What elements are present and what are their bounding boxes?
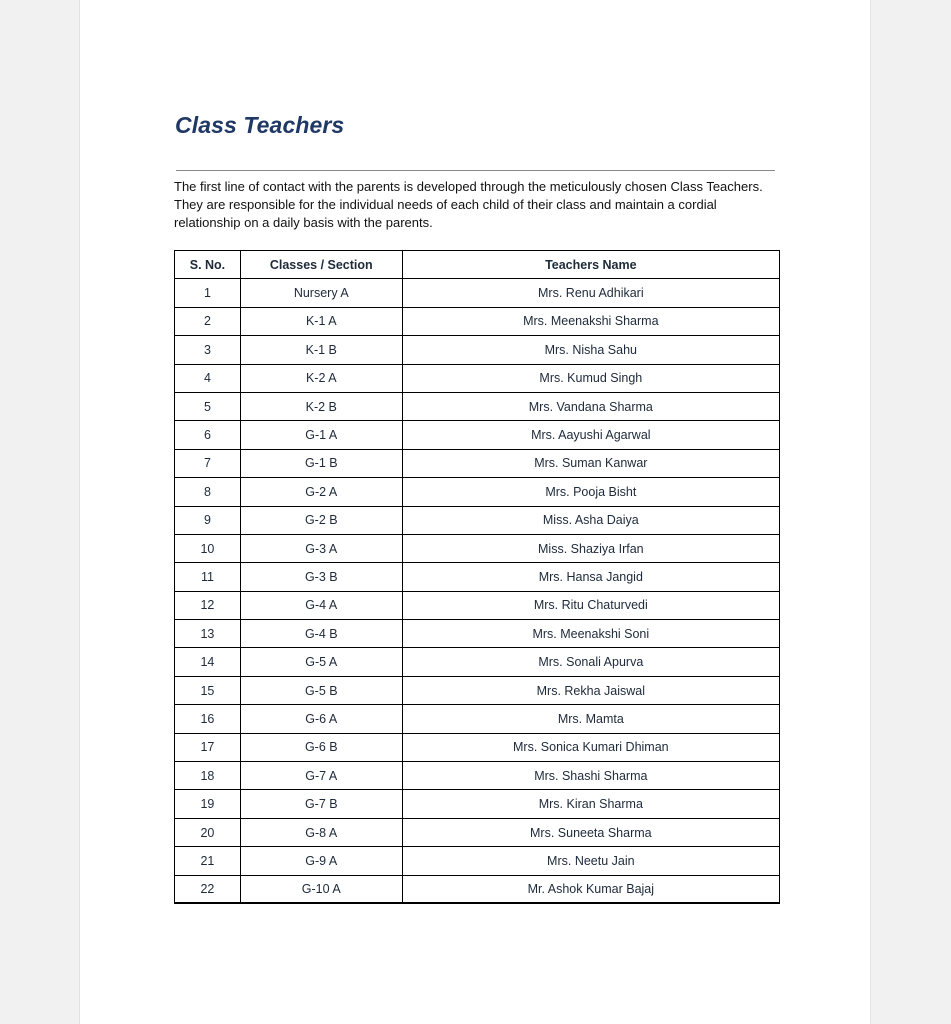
serial-number-cell: 2 [175,307,241,335]
table-row [175,676,780,704]
serial-number-cell: 16 [175,705,241,733]
class-section-cell: K-1 B [240,336,402,364]
teacher-name-cell: Mrs. Renu Adhikari [402,279,779,307]
class-section-cell: G-10 A [240,875,402,903]
header-class-section: Classes / Section [240,251,402,279]
serial-number-cell: 18 [175,762,241,790]
table-row [175,847,780,875]
title-divider [176,170,775,171]
teacher-name-cell: Mrs. Suneeta Sharma [402,818,779,846]
class-section-cell: G-8 A [240,818,402,846]
table-row [175,620,780,648]
page-title: Class Teachers [175,112,345,138]
teacher-name-cell: Mrs. Shashi Sharma [402,762,779,790]
serial-number-cell: 11 [175,563,241,591]
serial-number-cell: 14 [175,648,241,676]
serial-number-cell: 6 [175,421,241,449]
serial-number-cell: 19 [175,790,241,818]
teacher-name-cell: Mrs. Rekha Jaiswal [402,676,779,704]
class-section-cell: G-6 A [240,705,402,733]
class-section-cell: G-2 A [240,478,402,506]
table-row [175,705,780,733]
teacher-name-cell: Mrs. Kumud Singh [402,364,779,392]
class-section-cell: G-1 A [240,421,402,449]
table-row [175,449,780,477]
class-section-cell: G-3 A [240,534,402,562]
table-row [175,364,780,392]
teacher-name-cell: Mrs. Sonica Kumari Dhiman [402,733,779,761]
table-row [175,875,780,903]
serial-number-cell: 21 [175,847,241,875]
table-row [175,790,780,818]
teacher-name-cell: Miss. Asha Daiya [402,506,779,534]
teacher-name-cell: Mrs. Vandana Sharma [402,392,779,420]
table-body [175,279,780,904]
table-row [175,818,780,846]
class-section-cell: K-2 A [240,364,402,392]
class-section-cell: K-2 B [240,392,402,420]
table-row [175,762,780,790]
teacher-name-cell: Mrs. Sonali Apurva [402,648,779,676]
intro-paragraph: The first line of contact with the parents is developed through the meticulously chosen Class Teachers. They are responsible for the individual needs of each child of their class and maintain a cordial relationship on a daily basis with the parents. [174,179,763,230]
serial-number-cell: 15 [175,676,241,704]
teacher-name-cell: Mrs. Mamta [402,705,779,733]
teacher-name-cell: Mrs. Nisha Sahu [402,336,779,364]
serial-number-cell: 10 [175,534,241,562]
table-row [175,733,780,761]
serial-number-cell: 22 [175,875,241,903]
serial-number-cell: 13 [175,620,241,648]
header-teacher-name: Teachers Name [402,251,779,279]
class-section-cell: G-2 B [240,506,402,534]
serial-number-cell: 8 [175,478,241,506]
serial-number-cell: 9 [175,506,241,534]
teacher-name-cell: Mrs. Pooja Bisht [402,478,779,506]
class-section-cell: G-5 A [240,648,402,676]
header-serial-number: S. No. [175,251,241,279]
serial-number-cell: 1 [175,279,241,307]
table-row [175,591,780,619]
teacher-name-cell: Mrs. Ritu Chaturvedi [402,591,779,619]
class-section-cell: G-7 B [240,790,402,818]
serial-number-cell: 5 [175,392,241,420]
table-row [175,279,780,307]
table-row [175,478,780,506]
serial-number-cell: 7 [175,449,241,477]
teacher-name-cell: Mrs. Suman Kanwar [402,449,779,477]
document-page [79,0,871,1024]
teacher-name-cell: Mrs. Kiran Sharma [402,790,779,818]
table-row [175,307,780,335]
table-row [175,421,780,449]
table-row [175,534,780,562]
header-row [175,251,780,279]
class-teachers-table [174,250,780,904]
class-section-cell: G-3 B [240,563,402,591]
teacher-name-cell: Mrs. Aayushi Agarwal [402,421,779,449]
class-section-cell: Nursery A [240,279,402,307]
table-row [175,563,780,591]
teacher-name-cell: Mrs. Hansa Jangid [402,563,779,591]
table-row [175,648,780,676]
class-section-cell: K-1 A [240,307,402,335]
class-section-cell: G-4 A [240,591,402,619]
teacher-name-cell: Miss. Shaziya Irfan [402,534,779,562]
table-row [175,392,780,420]
table-row [175,506,780,534]
teacher-name-cell: Mrs. Meenakshi Soni [402,620,779,648]
class-section-cell: G-1 B [240,449,402,477]
class-section-cell: G-5 B [240,676,402,704]
class-section-cell: G-6 B [240,733,402,761]
teacher-name-cell: Mr. Ashok Kumar Bajaj [402,875,779,903]
serial-number-cell: 17 [175,733,241,761]
class-section-cell: G-7 A [240,762,402,790]
class-section-cell: G-9 A [240,847,402,875]
teacher-name-cell: Mrs. Meenakshi Sharma [402,307,779,335]
serial-number-cell: 4 [175,364,241,392]
serial-number-cell: 20 [175,818,241,846]
serial-number-cell: 3 [175,336,241,364]
table-row [175,336,780,364]
teacher-name-cell: Mrs. Neetu Jain [402,847,779,875]
table-header [175,251,780,279]
serial-number-cell: 12 [175,591,241,619]
class-section-cell: G-4 B [240,620,402,648]
